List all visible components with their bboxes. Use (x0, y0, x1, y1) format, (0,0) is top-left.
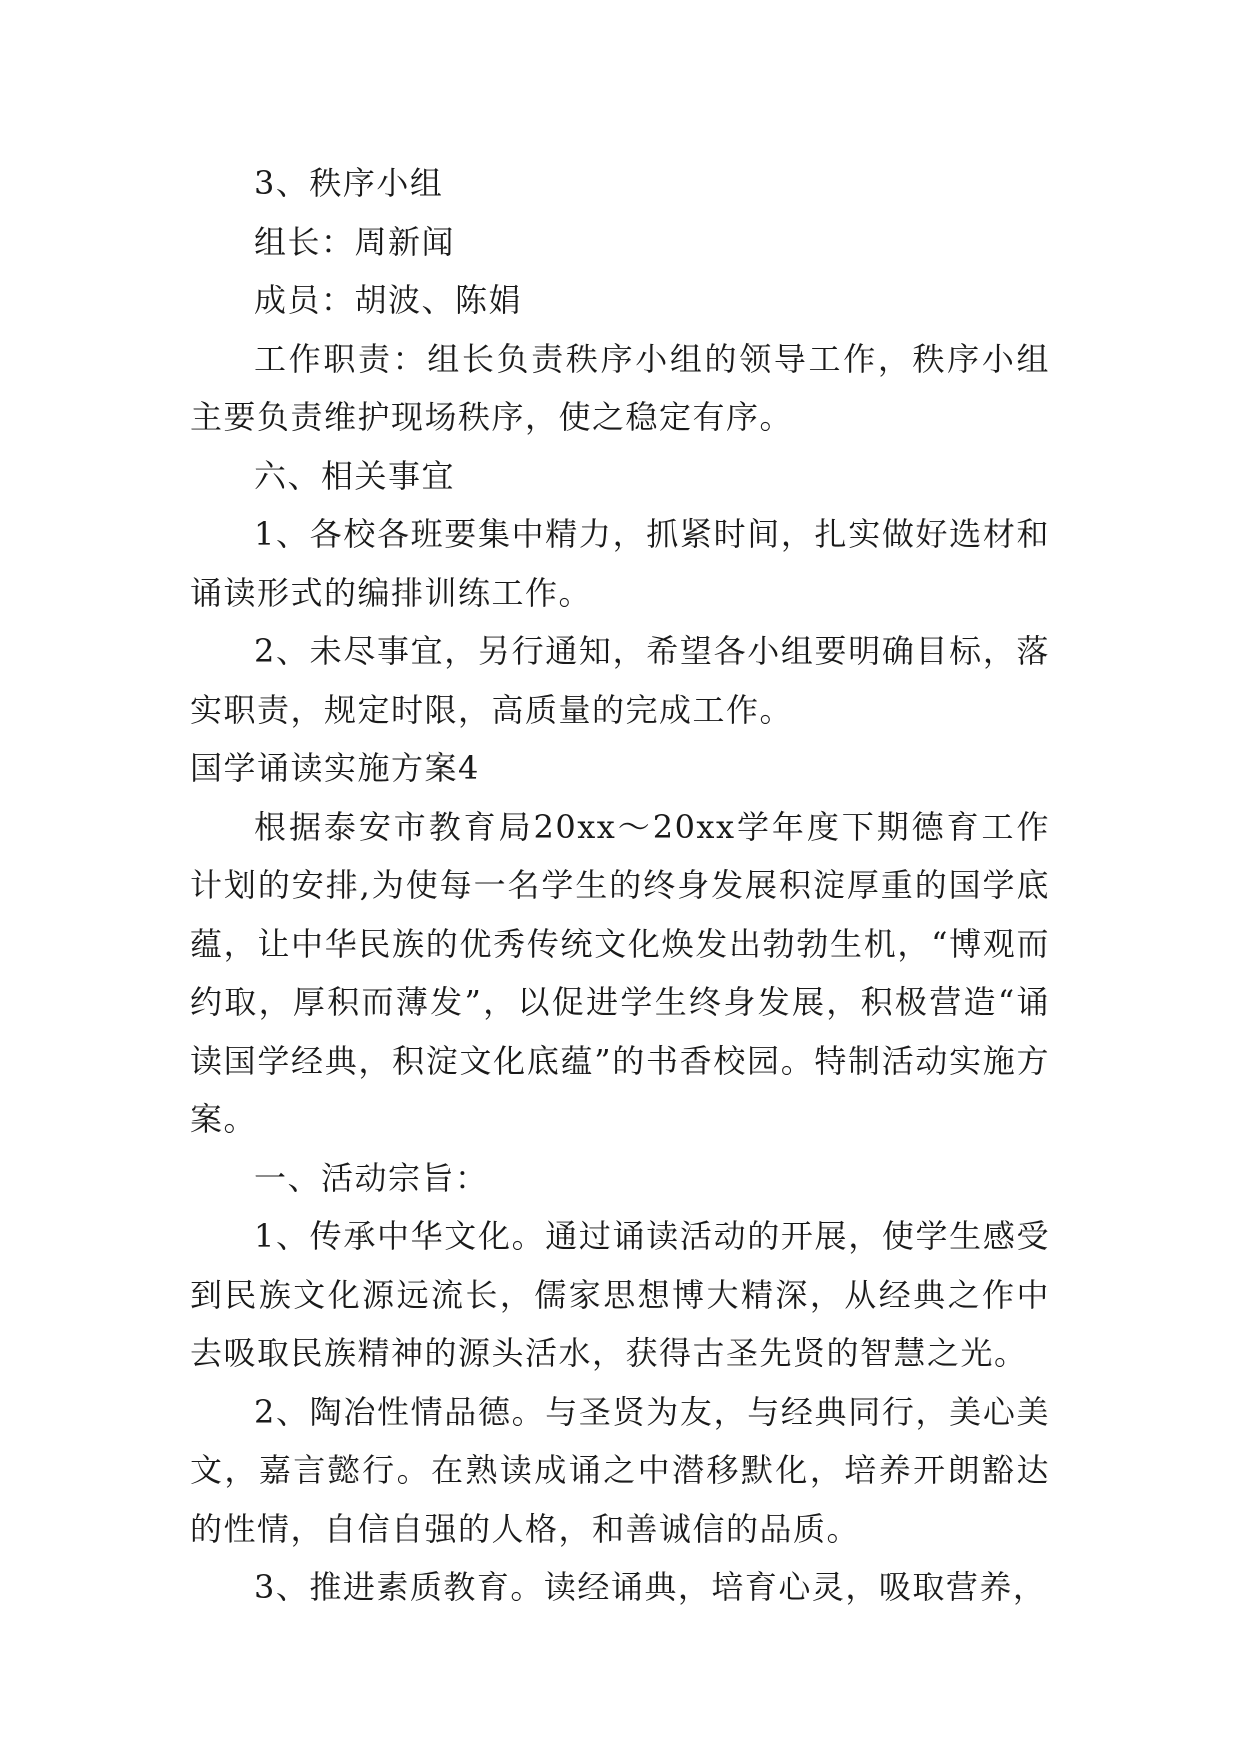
document-body (190, 154, 1050, 1617)
document-title: 国学诵读实施方案4 (190, 749, 480, 787)
paragraph-purpose-1: 1、传承中华文化。通过诵读活动的开展，使学生感受到民族文化源远流长，儒家思想博大精深，从经典之作中去吸取民族精神的源头活水，获得古圣先贤的智慧之光。 (190, 1217, 1050, 1372)
paragraph-intro: 根据泰安市教育局20xx～20xx学年度下期德育工作计划的安排,为使每一名学生的终身发展积淀厚重的国学底蕴，让中华民族的优秀传统文化焕发出勃勃生机，“博观而约取，厚积而薄发”，以促进学生终身发展，积极营造“诵读国学经典，积淀文化底蕴”的书香校园。特制活动实施方案。 (190, 807, 1050, 1138)
paragraph-group-leader: 组长：周新闻 (254, 222, 456, 261)
paragraph-purpose-3: 3、推进素质教育。读经诵典，培育心灵，吸取营养， (254, 1568, 1047, 1606)
paragraph-item-2: 2、未尽事宜，另行通知，希望各小组要明确目标，落实职责，规定时限，高质量的完成工作。 (190, 632, 1050, 729)
paragraph-item-1: 1、各校各班要集中精力，抓紧时间，扎实做好选材和诵读形式的编排训练工作。 (190, 515, 1050, 612)
paragraph-order-group-heading: 3、秩序小组 (254, 164, 444, 202)
section-heading-related-matters: 六、相关事宜 (254, 456, 456, 495)
paragraph-purpose-2: 2、陶冶性情品德。与圣贤为友，与经典同行，美心美文，嘉言懿行。在熟读成诵之中潜移默化，培养开朗豁达的性情，自信自强的人格，和善诚信的品质。 (190, 1392, 1050, 1548)
paragraph-group-members: 成员：胡波、陈娟 (254, 281, 523, 319)
section-heading-purpose: 一、活动宗旨： (254, 1158, 489, 1197)
paragraph-duties: 工作职责：组长负责秩序小组的领导工作，秩序小组主要负责维护现场秩序，使之稳定有序。 (190, 339, 1050, 436)
